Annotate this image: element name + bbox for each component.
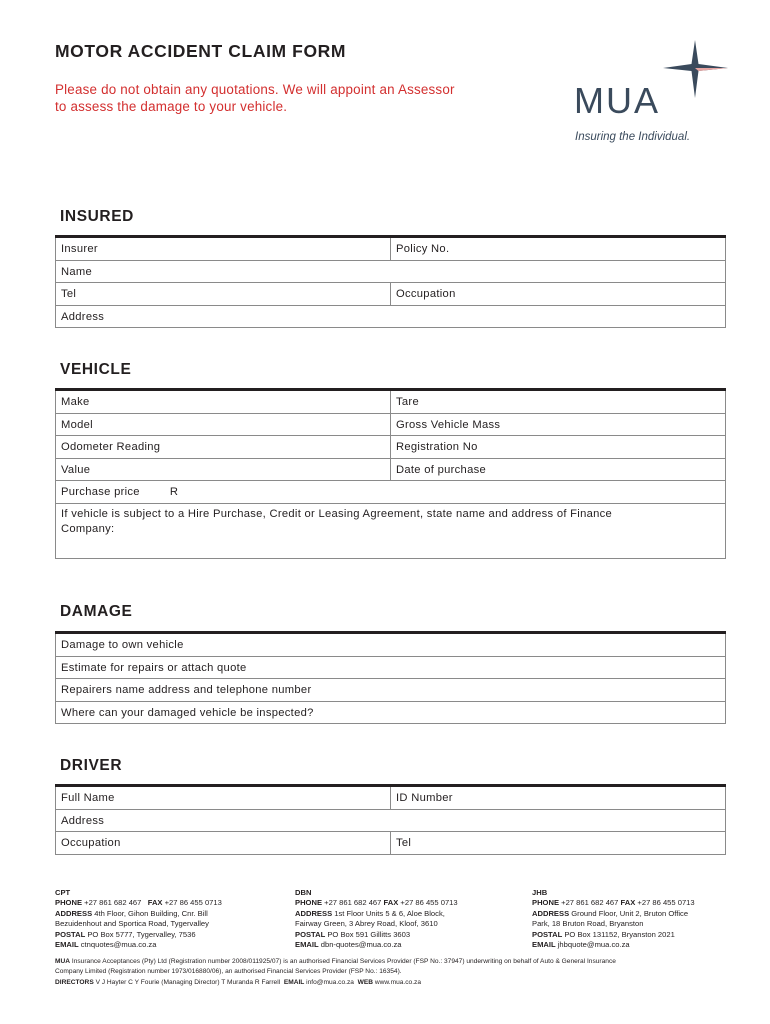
email-label: EMAIL	[283, 978, 305, 986]
section-title-damage: DAMAGE	[60, 603, 133, 620]
driver-id-number-field[interactable]: ID Number	[396, 792, 453, 804]
cpt-phone: +27 861 682 467	[84, 898, 142, 908]
vehicle-table	[55, 388, 726, 559]
address-label: ADDRESS	[295, 908, 333, 918]
email-label: EMAIL	[295, 940, 319, 950]
table-row	[55, 261, 726, 284]
four-point-star-icon	[660, 38, 730, 105]
cpt-address-line-2: Bezuidenhout and Sportica Road, Tygervalley	[55, 919, 209, 929]
legal-notice	[55, 957, 735, 988]
damage-own-vehicle-field[interactable]: Damage to own vehicle	[61, 639, 184, 651]
office-jhb-heading: JHB	[532, 888, 548, 897]
directors-list: V J Hayter C Y Fourie (Managing Director) T Muranda R Farrell	[95, 978, 281, 986]
info-email[interactable]: info@mua.co.za	[306, 978, 354, 986]
insured-table	[55, 235, 726, 328]
make-field[interactable]: Make	[56, 391, 391, 413]
jhb-phone: +27 861 682 467	[561, 898, 619, 908]
insured-occupation-field[interactable]: Occupation	[396, 288, 456, 300]
section-title-driver: DRIVER	[60, 757, 123, 774]
table-row	[55, 391, 726, 414]
table-row	[55, 414, 726, 437]
office-dbn	[295, 888, 525, 950]
mua-logo: MUA	[574, 80, 660, 121]
office-cpt-heading: CPT	[55, 888, 71, 897]
cpt-address-line-1: 4th Floor, Gihon Building, Cnr. Bill	[94, 908, 208, 918]
office-dbn-heading: DBN	[295, 888, 312, 897]
office-cpt	[55, 888, 285, 950]
legal-mua-label: MUA	[55, 958, 71, 965]
jhb-postal: PO Box 131152, Bryanston 2021	[564, 929, 675, 939]
phone-label: PHONE	[295, 898, 323, 908]
jhb-address-line-2: Park, 18 Bruton Road, Bryanston	[532, 919, 644, 929]
gross-vehicle-mass-field[interactable]: Gross Vehicle Mass	[396, 418, 501, 431]
fax-label: FAX	[383, 898, 399, 908]
table-row	[55, 657, 726, 680]
section-title-insured: INSURED	[60, 208, 134, 225]
policy-number-field[interactable]: Policy No.	[396, 243, 450, 255]
website-link[interactable]: www.mua.co.za	[374, 978, 422, 986]
dbn-fax: +27 86 455 0713	[400, 898, 458, 908]
table-row	[55, 679, 726, 702]
phone-label: PHONE	[532, 898, 560, 908]
driver-occupation-field[interactable]: Occupation	[56, 832, 391, 854]
table-row	[55, 238, 726, 261]
purchase-price-field[interactable]	[56, 481, 725, 503]
table-row	[55, 481, 726, 504]
driver-tel-field[interactable]: Tel	[396, 837, 412, 849]
inspection-location-field[interactable]: Where can your damaged vehicle be inspected?	[61, 706, 314, 719]
phone-label: PHONE	[55, 898, 83, 908]
directors-label: DIRECTORS	[55, 978, 94, 986]
driver-address-field[interactable]: Address	[61, 814, 105, 827]
table-row	[55, 504, 726, 559]
table-row	[55, 832, 726, 855]
finance-company-label-line-1: If vehicle is subject to a Hire Purchase, Credit or Leasing Agreement, state name and address of Finance	[61, 507, 613, 520]
dbn-postal: PO Box 591 Gillitts 3603	[327, 929, 411, 939]
dbn-address-line-1: 1st Floor Units 5 & 6, Aloe Block,	[334, 908, 445, 918]
email-label: EMAIL	[55, 940, 79, 950]
dbn-phone: +27 861 682 467	[324, 898, 382, 908]
repair-estimate-field[interactable]: Estimate for repairs or attach quote	[61, 661, 247, 674]
driver-table	[55, 784, 726, 855]
table-row	[55, 634, 726, 657]
address-label: ADDRESS	[55, 908, 93, 918]
dbn-email[interactable]: dbn-quotes@mua.co.za	[320, 940, 402, 950]
repairers-details-field[interactable]: Repairers name address and telephone number	[61, 684, 312, 696]
finance-company-field[interactable]	[56, 504, 725, 558]
table-row	[55, 702, 726, 725]
date-of-purchase-field[interactable]: Date of purchase	[396, 463, 487, 476]
currency-label: R	[169, 486, 179, 498]
cpt-postal: PO Box 5777, Tygervalley, 7536	[87, 929, 196, 939]
odometer-field[interactable]: Odometer Reading	[56, 436, 391, 458]
jhb-email[interactable]: jhbquote@mua.co.za	[557, 940, 630, 950]
email-label: EMAIL	[532, 940, 556, 950]
assessor-notice	[55, 82, 525, 115]
assessor-notice-line-1: Please do not obtain any quotations. We will appoint an Assessor	[55, 82, 455, 97]
registration-field[interactable]: Registration No	[396, 441, 478, 453]
driver-full-name-field[interactable]: Full Name	[56, 787, 391, 809]
table-row	[55, 810, 726, 833]
form-title: MOTOR ACCIDENT CLAIM FORM	[55, 41, 347, 61]
cpt-fax: +27 86 455 0713	[164, 898, 222, 908]
purchase-price-label: Purchase price	[61, 486, 140, 498]
assessor-notice-line-2: to assess the damage to your vehicle.	[55, 98, 288, 114]
postal-label: POSTAL	[532, 929, 563, 939]
insured-name-field[interactable]: Name	[61, 265, 93, 278]
postal-label: POSTAL	[55, 929, 86, 939]
model-field[interactable]: Model	[56, 414, 391, 436]
fax-label: FAX	[147, 898, 163, 908]
fax-label: FAX	[620, 898, 636, 908]
table-row	[55, 283, 726, 306]
legal-line-2: Company Limited (Registration number 1973/016880/06), an authorised Financial Services Provider (FSP No.: 16354).	[55, 968, 402, 976]
tare-field[interactable]: Tare	[396, 396, 419, 408]
office-jhb	[532, 888, 742, 950]
table-row	[55, 787, 726, 810]
legal-line-1: Insurance Acceptances (Pty) Ltd (Registration number 2008/011925/07) is an authorised Financial Services Provider (FSP No.: 37947) underwriting on behalf of Auto & General Insurance	[71, 958, 616, 965]
address-label: ADDRESS	[532, 908, 570, 918]
damage-table	[55, 631, 726, 724]
jhb-fax: +27 86 455 0713	[637, 898, 695, 908]
table-row	[55, 459, 726, 482]
logo-tagline: Insuring the Individual.	[575, 131, 691, 143]
dbn-address-line-2: Fairway Green, 3 Abrey Road, Kloof, 3610	[295, 919, 438, 929]
insured-address-field[interactable]: Address	[61, 310, 105, 323]
insurer-field[interactable]: Insurer	[56, 238, 391, 260]
value-field[interactable]: Value	[56, 459, 391, 481]
cpt-email[interactable]: ctnquotes@mua.co.za	[80, 940, 157, 950]
section-title-vehicle: VEHICLE	[60, 361, 132, 378]
table-row	[55, 436, 726, 459]
insured-tel-field[interactable]: Tel	[56, 283, 391, 305]
table-row	[55, 306, 726, 329]
postal-label: POSTAL	[295, 929, 326, 939]
jhb-address-line-1: Ground Floor, Unit 2, Bruton Office	[571, 908, 689, 918]
web-label: WEB	[357, 978, 373, 986]
finance-company-label-line-2: Company:	[61, 522, 115, 535]
